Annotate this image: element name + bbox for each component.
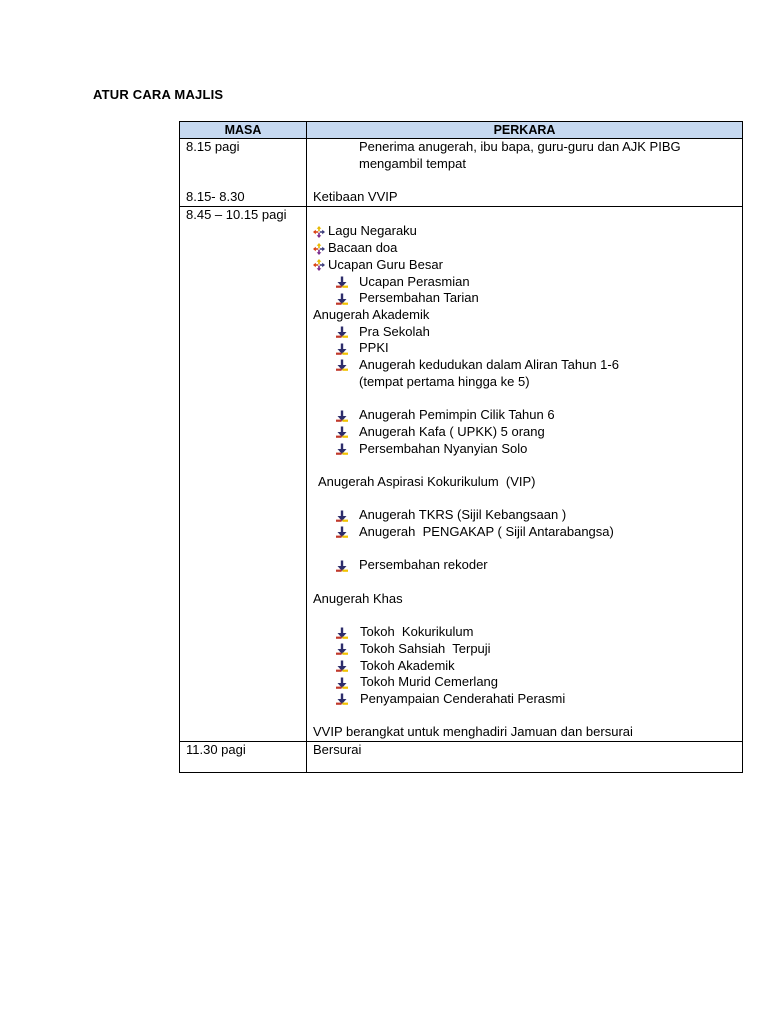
- arrow-down-bullet-icon: [336, 660, 348, 672]
- item-text: Ketibaan VVIP: [313, 189, 398, 205]
- list-item: Penyampaian Cenderahati Perasmi: [313, 691, 736, 708]
- row3-time-cell: [180, 742, 307, 773]
- list-item: Tokoh Sahsiah Terpuji: [313, 641, 736, 658]
- time-label: 8.15- 8.30: [186, 189, 245, 205]
- arrow-down-bullet-icon: [336, 443, 348, 455]
- item-text: Bersurai: [313, 742, 362, 758]
- arrow-down-bullet-icon: [336, 410, 348, 422]
- item-text: Penerima anugerah, ibu bapa, guru-guru dan AJK PIBG: [359, 139, 681, 154]
- list-item: Tokoh Akademik: [313, 658, 736, 675]
- list-item: PPKI: [313, 340, 736, 357]
- item-text: VVIP berangkat untuk menghadiri Jamuan dan bersurai: [313, 724, 633, 740]
- header-row: [180, 122, 743, 139]
- section-heading: Anugerah Khas: [313, 590, 403, 606]
- four-arrow-bullet-icon: [313, 226, 325, 238]
- header-perkara: PERKARA: [307, 122, 743, 139]
- arrow-down-bullet-icon: [336, 510, 348, 522]
- arrow-down-bullet-icon: [336, 677, 348, 689]
- list-item: Anugerah PENGAKAP ( Sijil Antarabangsa): [313, 524, 736, 541]
- four-arrow-bullet-icon: [313, 243, 325, 255]
- arrow-down-bullet-icon: [336, 326, 348, 338]
- arrow-down-bullet-icon: [336, 560, 348, 572]
- row2-time-cell: [180, 206, 307, 741]
- list-item: Anugerah kedudukan dalam Aliran Tahun 1-6: [313, 357, 736, 374]
- arrow-down-bullet-icon: [336, 643, 348, 655]
- arrow-down-bullet-icon: [336, 359, 348, 371]
- table-row: [180, 206, 743, 741]
- list-item: Bacaan doa: [313, 240, 736, 257]
- arrow-down-bullet-icon: [336, 693, 348, 705]
- list-item: Anugerah TKRS (Sijil Kebangsaan ): [313, 507, 736, 524]
- arrow-down-bullet-icon: [336, 627, 348, 639]
- row2-item-cell: [307, 206, 743, 741]
- list-item: Anugerah Pemimpin Cilik Tahun 6: [313, 407, 736, 424]
- arrow-down-bullet-icon: [336, 293, 348, 305]
- row1-item-cell: [307, 139, 743, 207]
- section-heading: Anugerah Akademik: [313, 307, 430, 322]
- table-row: [180, 139, 743, 207]
- row3-item-cell: [307, 742, 743, 773]
- agenda-table: [179, 121, 743, 773]
- document-title: ATUR CARA MAJLIS: [93, 87, 224, 102]
- arrow-down-bullet-icon: [336, 526, 348, 538]
- list-item: Anugerah Kafa ( UPKK) 5 orang: [313, 424, 736, 441]
- list-item: Persembahan Tarian: [313, 290, 736, 307]
- list-item: Tokoh Murid Cemerlang: [313, 674, 736, 691]
- table-row: [180, 742, 743, 773]
- list-item: Persembahan Nyanyian Solo: [313, 441, 736, 458]
- header-masa: MASA: [180, 122, 307, 139]
- item-note: (tempat pertama hingga ke 5): [359, 373, 530, 389]
- item-text: mengambil tempat: [359, 155, 466, 171]
- time-label: 8.15 pagi: [186, 139, 240, 154]
- four-arrow-bullet-icon: [313, 259, 325, 271]
- arrow-down-bullet-icon: [336, 343, 348, 355]
- arrow-down-bullet-icon: [336, 426, 348, 438]
- list-item: Lagu Negaraku: [313, 223, 736, 240]
- arrow-down-bullet-icon: [336, 276, 348, 288]
- list-item: Ucapan Guru Besar: [313, 257, 736, 274]
- time-label: 11.30 pagi: [186, 742, 246, 758]
- time-label: 8.45 – 10.15 pagi: [186, 206, 287, 222]
- list-item: Tokoh Kokurikulum: [313, 624, 736, 641]
- list-item: Persembahan rekoder: [313, 557, 736, 574]
- row1-time-cell: [180, 139, 307, 207]
- list-item: Pra Sekolah: [313, 324, 736, 341]
- list-item: Ucapan Perasmian: [313, 274, 736, 291]
- section-heading: Anugerah Aspirasi Kokurikulum (VIP): [318, 474, 536, 489]
